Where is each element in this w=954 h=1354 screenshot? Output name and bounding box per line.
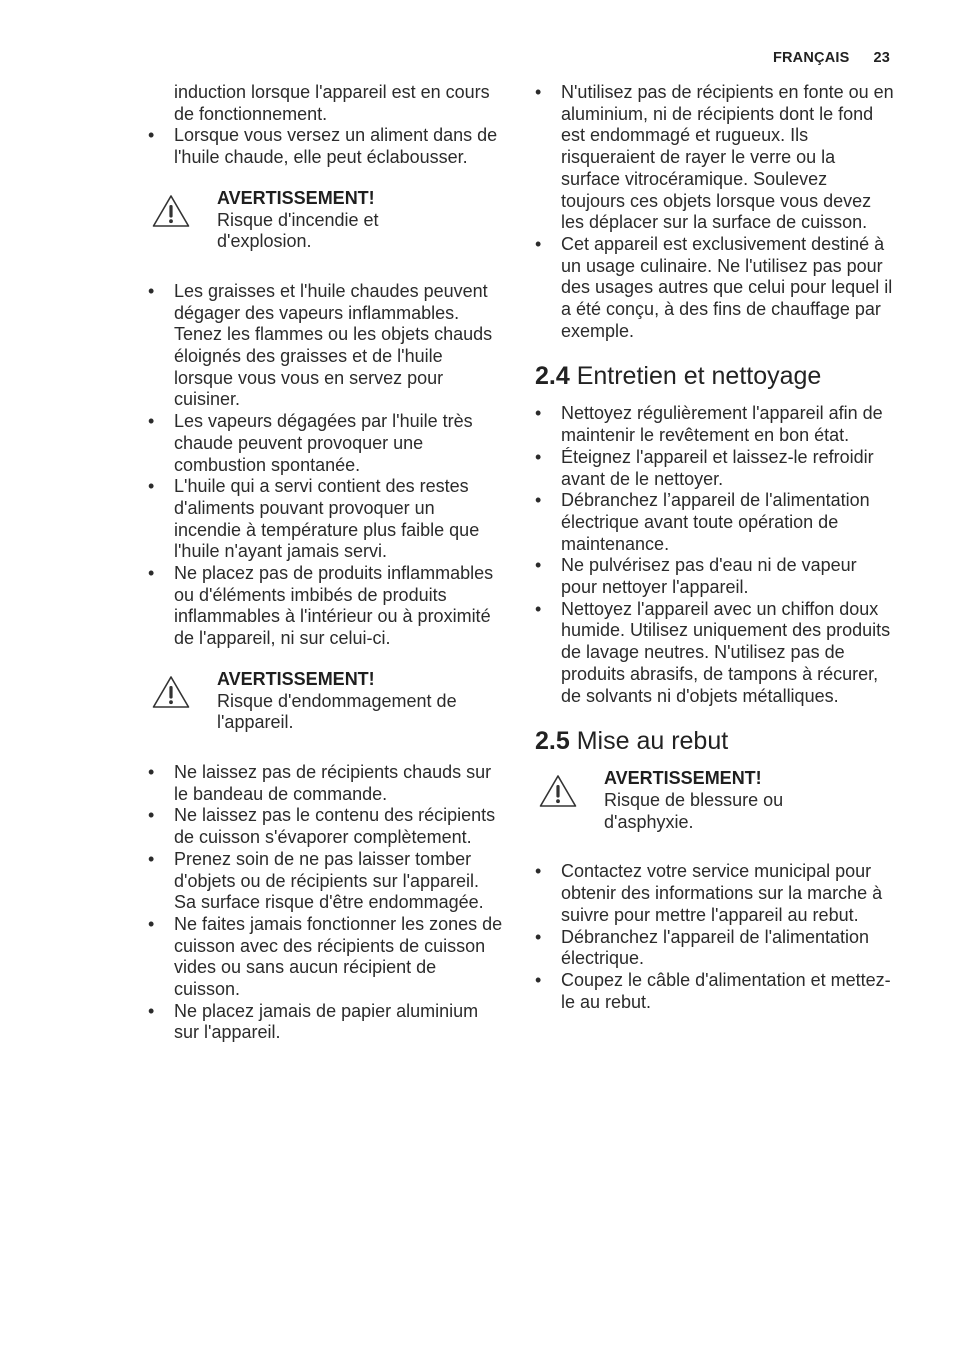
list-item: • Débranchez l'appareil de l'alimentation électrique. <box>535 927 895 970</box>
bullet-list-5 <box>535 403 895 707</box>
list-item: • L'huile qui a servi contient des restes d'aliments pouvant provoquer un incendie à température plus faible que l'huile n'ayant jamais servi. <box>148 476 506 563</box>
list-item: • Ne pulvérisez pas d'eau ni de vapeur pour nettoyer l'appareil. <box>535 555 895 598</box>
list-item: • Ne placez jamais de papier aluminium sur l'appareil. <box>148 1001 506 1044</box>
intro-continuation: induction lorsque l'appareil est en cours de fonctionnement. <box>174 82 490 124</box>
warning-triangle-icon <box>539 774 577 808</box>
list-item: • Ne placez pas de produits inflammables ou d'éléments imbibés de produits inflammables à l'intérieur ou à proximité de l'appareil, ni sur celui-ci. <box>148 563 506 650</box>
bullet-list-6 <box>535 861 895 1013</box>
list-item: • Cet appareil est exclusivement destiné à un usage culinaire. Ne l'utilisez pas pour des usages autres que celui pour lequel il a été conçu, à des fins de chauffage par exemple. <box>535 234 895 343</box>
list-item: • Nettoyez l'appareil avec un chiffon doux humide. Utilisez uniquement des produits de lavage neutres. N'utilisez pas de produits abrasifs, de tampons à récurer, de solvants ni d'objets métalliques. <box>535 599 895 708</box>
list-item: • N'utilisez pas de récipients en fonte ou en aluminium, ni de récipients dont le fond est endommagé et rugueux. Ils risqueraient de rayer le verre ou la surface vitrocéramique. Soulevez toujours ces objets lorsque vous devez les déplacer sur la surface de cuisson. <box>535 82 895 234</box>
list-item: • Éteignez l'appareil et laissez-le refroidir avant de le nettoyer. <box>535 447 895 490</box>
warning-text: Risque d'incendie et d'explosion. <box>217 209 379 252</box>
warning-text: Risque d'endommagement de l'appareil. <box>217 690 457 733</box>
section-heading-2-5 <box>535 726 895 756</box>
list-item: • Lorsque vous versez un aliment dans de l'huile chaude, elle peut éclabousser. <box>148 125 506 168</box>
list-item: • Ne laissez pas le contenu des récipients de cuisson s'évaporer complètement. <box>148 805 506 848</box>
page-number: 23 <box>873 50 890 66</box>
warning-block-injury <box>535 768 895 833</box>
left-column <box>148 82 506 1044</box>
warning-triangle-icon <box>152 675 190 709</box>
list-item: • Contactez votre service municipal pour obtenir des informations sur la marche à suivre pour mettre l'appareil au rebut. <box>535 861 895 926</box>
right-column <box>535 82 895 1013</box>
list-item: • Ne faites jamais fonctionner les zones de cuisson avec des récipients de cuisson vides ou sans aucun récipient de cuisson. <box>148 914 506 1001</box>
page-header <box>773 50 890 66</box>
warning-block-fire <box>148 188 506 253</box>
warning-title: AVERTISSEMENT! <box>217 187 375 208</box>
warning-triangle-icon <box>152 194 190 228</box>
section-number: 2.4 <box>535 362 570 391</box>
section-title: Mise au rebut <box>569 727 729 756</box>
warning-title: AVERTISSEMENT! <box>217 668 375 689</box>
list-item: • Coupez le câble d'alimentation et mettez-le au rebut. <box>535 970 895 1013</box>
section-heading-2-4 <box>535 361 895 391</box>
list-item: • Les graisses et l'huile chaudes peuvent dégager des vapeurs inflammables. Tenez les flammes ou les objets chauds éloignés des graisses et de l'huile lorsque vous vous en servez pour cuisiner. <box>148 281 506 411</box>
list-item: • Ne laissez pas de récipients chauds sur le bandeau de commande. <box>148 762 506 805</box>
language-label: FRANÇAIS <box>772 50 850 66</box>
bullet-list-2 <box>148 281 506 650</box>
bullet-list-3 <box>148 762 506 1044</box>
bullet-list-1 <box>148 125 506 168</box>
warning-block-damage <box>148 669 506 734</box>
bullet-list-4 <box>535 82 895 342</box>
list-item: • Débranchez l’appareil de l'alimentation électrique avant toute opération de maintenance. <box>535 490 895 555</box>
list-item: • Les vapeurs dégagées par l'huile très chaude peuvent provoquer une combustion spontanée. <box>148 411 506 476</box>
section-number: 2.5 <box>535 727 570 756</box>
list-item: • Nettoyez régulièrement l'appareil afin de maintenir le revêtement en bon état. <box>535 403 895 446</box>
list-item: • Prenez soin de ne pas laisser tomber d'objets ou de récipients sur l'appareil. Sa surface risque d'être endommagée. <box>148 849 506 914</box>
warning-text: Risque de blessure ou d'asphyxie. <box>604 789 784 832</box>
warning-title: AVERTISSEMENT! <box>604 768 762 789</box>
section-title: Entretien et nettoyage <box>569 362 822 391</box>
